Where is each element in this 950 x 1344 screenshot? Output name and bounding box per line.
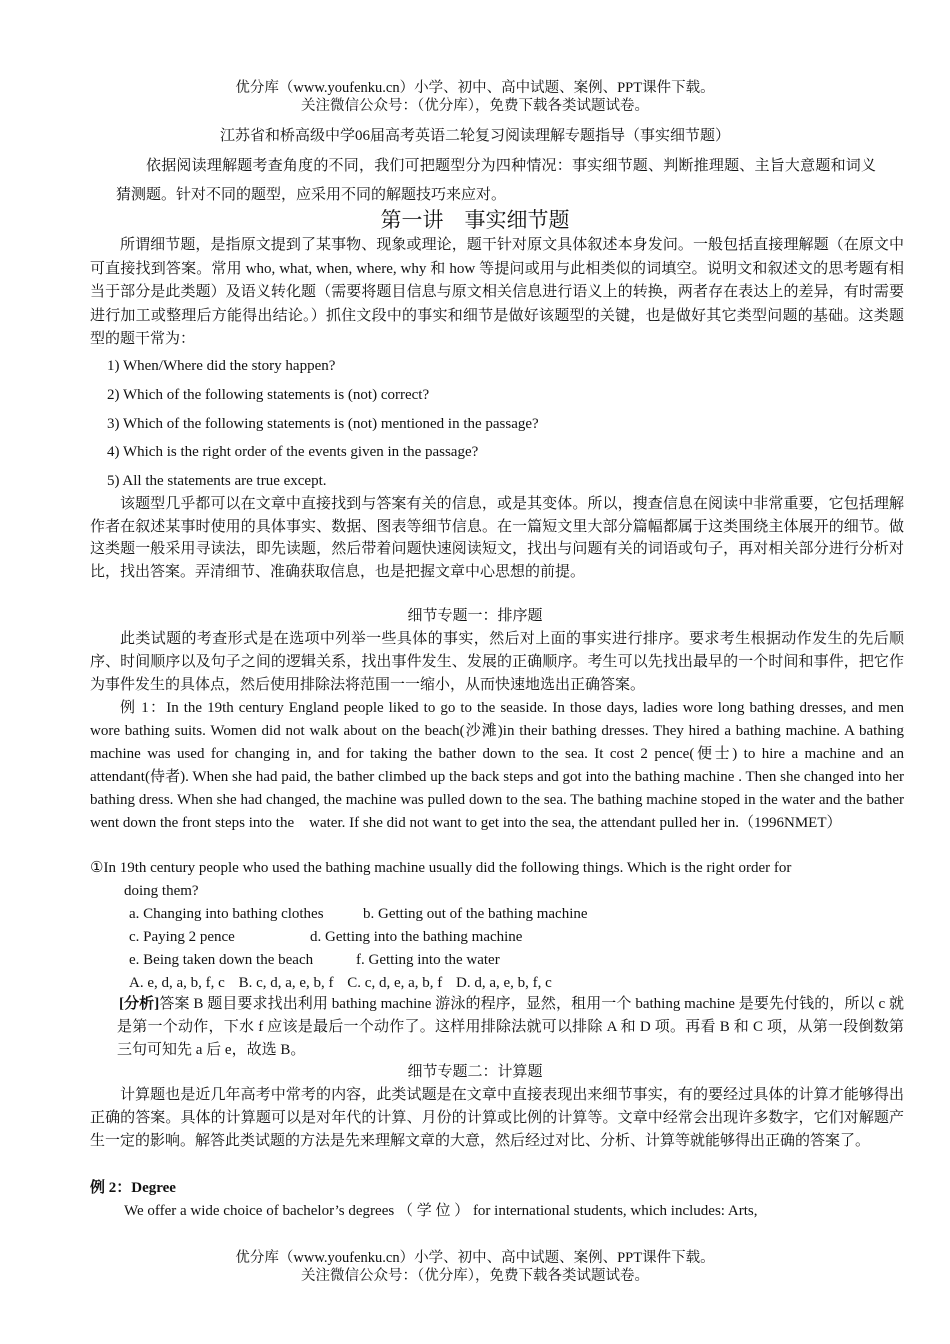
q1-choice-c: C. c, d, e, a, b, f <box>347 975 443 991</box>
q1-stem: ①In 19th century people who used the bathing machine usually did the following things. Which is the right order for <box>90 860 792 876</box>
question-type-2: 2) Which of the following statements is (not) correct? <box>107 387 430 403</box>
paragraph-detail-definition: 所谓细节题，是指原文提到了某事物、现象或理论，题干针对原文具体叙述本身发问。一般包括直接理解题（在原文中可直接找到答案。常用 who, what, when, where, why 和 how 等提问或用与此相类似的词填空。说明文和叙述文的思考题有相当于部分是此类题）及语义转化题（需要将题目信息与原文相关信息进行语义上的转换，两者存在表达上的差异，有时需要进行加工或整理后方能得出结论。）抓住文段中的事实和细节是做好该题型的关键，也是做好其它类型问题的基础。这类题型的题干常为： <box>90 237 904 347</box>
q1-item-b: b. Getting out of the bathing machine <box>363 906 588 922</box>
header-line-1: 优分库（www.youfenku.cn）小学、初中、高中试题、案例、PPT课件下载。 <box>235 80 715 96</box>
section-1-paragraph: 此类试题的考查形式是在选项中列举一些具体的事实，然后对上面的事实进行排序。要求考生根据动作发生的先后顺序、时间顺序以及句子之间的逻辑关系，找出事件发生、发展的正确顺序。考生可以先找出最早的一个时间和事件，把它作为事件发生的具体点，然后使用排除法将范围一一缩小，从而快速地选出正确答案。 <box>90 631 904 693</box>
header-line-2: 关注微信公众号：（优分库），免费下载各类试题试卷。 <box>301 98 649 114</box>
analysis-text: 答案 B 题目要求找出利用 bathing machine 游泳的程序，显然，租用一个 bathing machine 是要先付钱的，所以 c 就是第一个动作，下水 f 应该是最后一个动作了。这样用排除法就可以排除 A 和 D 项。再看 B 和 C 项，从第一段倒数第三句可知先 a 后 e，故选 B。 <box>117 996 904 1058</box>
question-type-1: 1) When/Where did the story happen? <box>107 358 336 374</box>
q1-item-row <box>129 950 500 970</box>
question-type-4: 4) Which is the right order of the events given in the passage? <box>107 444 479 460</box>
q1-item-f: f. Getting into the water <box>356 952 500 968</box>
section-2-paragraph: 计算题也是近几年高考中常考的内容，此类试题是在文章中直接表现出来细节事实，有的要经过具体的计算才能够得出正确的答案。具体的计算题可以是对年代的计算、月份的计算或比例的计算等。文章中经常会出现许多数字，它们对解题产生一定的影响。解答此类试题的方法是先来理解文章的大意，然后经过对比、分析、计算等就能够得出正确的答案了。 <box>90 1087 904 1149</box>
section-1-title: 细节专题一：排序题 <box>407 608 543 624</box>
question-type-3: 3) Which of the following statements is (not) mentioned in the passage? <box>107 416 539 432</box>
footer-line-2: 关注微信公众号：（优分库），免费下载各类试题试卷。 <box>301 1268 649 1284</box>
q1-choice-d: D. d, a, e, b, f, c <box>456 975 552 991</box>
example-1-passage: 例 1：In the 19th century England people liked to go to the seaside. In those days, ladies wore long bathing dresses, and men wore bathing suits. Women did not walk about on the beach(沙滩)in their bathing dresses. They hired a bathing machine. A bathing machine was used for changing in, and for taking the bather down to the sea. It cost 2 pence(便士) to hire a machine and an attendant(侍者). When she had paid, the bather climbed up the back steps and got into the bathing machine . Then she changed into her bathing dress. When she had changed, the machine was pulled down to the sea. The bathing machine stoped in the water and the bather went down the front steps into the water. If she did not want to get into the sea, the attendant pulled her in.（1996NMET） <box>90 700 904 831</box>
question-type-5: 5) All the statements are true except. <box>107 473 327 489</box>
paragraph-search-info: 该题型几乎都可以在文章中直接找到与答案有关的信息，或是其变体。所以，搜查信息在阅读中非常重要，它包括理解作者在叙述某事时使用的具体事实、数据、图表等细节信息。在一篇短文里大部分篇幅都属于这类围绕主体展开的细节。做这类题一般采用寻读法，即先读题，然后带着问题快速阅读短文，找出与问题有关的词语或句子，再对相关部分进行分析对比，找出答案。弄清细节、准确获取信息，也是把握文章中心思想的前提。 <box>90 496 904 580</box>
q1-choices <box>129 973 562 993</box>
q1-item-c: c. Paying 2 pence <box>129 929 235 945</box>
q1-item-row <box>129 927 522 947</box>
q1-item-a: a. Changing into bathing clothes <box>129 906 324 922</box>
q1-item-d: d. Getting into the bathing machine <box>310 929 523 945</box>
analysis-label: [分析] <box>119 996 160 1012</box>
document-title: 江苏省和桥高级中学06届高考英语二轮复习阅读理解专题指导（事实细节题） <box>219 128 730 144</box>
example-2-passage-start: We offer a wide choice of bachelor’s degrees （ 学 位 ） for international students, which includes: Arts, <box>124 1203 758 1219</box>
q1-choice-b: B. c, d, a, e, b, f <box>238 975 334 991</box>
q1-choice-a: A. e, d, a, b, f, c <box>129 975 225 991</box>
intro-paragraph: 依据阅读理解题考查角度的不同，我们可把题型分为四种情况：事实细节题、判断推理题、主旨大意题和词义猜测题。针对不同的题型，应采用不同的解题技巧来应对。 <box>116 158 876 203</box>
lecture-title: 第一讲 事实细节题 <box>380 208 570 232</box>
footer-line-1: 优分库（www.youfenku.cn）小学、初中、高中试题、案例、PPT课件下载。 <box>235 1250 715 1266</box>
example-2-label: 例 2：Degree <box>90 1180 176 1196</box>
analysis-paragraph <box>117 993 904 1062</box>
section-2-title: 细节专题二：计算题 <box>407 1064 543 1080</box>
q1-stem-continued: doing them? <box>124 883 199 899</box>
q1-item-e: e. Being taken down the beach <box>129 952 314 968</box>
q1-item-row <box>129 904 588 924</box>
